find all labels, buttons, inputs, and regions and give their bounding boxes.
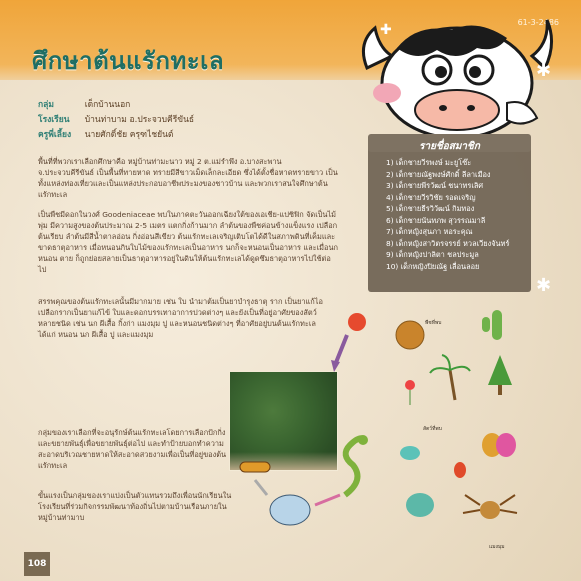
spider-sketch [480,501,500,519]
caterpillar-drawing [240,462,270,472]
sun-drawing [348,313,366,331]
school-value: บ้านท่าบาม อ.ประจวบคีรีขันธ์ [84,115,195,125]
group-value: เด็กบ้านนอก [84,100,131,110]
food-chain-drawing [235,310,375,540]
crab-sketch [400,446,420,460]
sketch-label-animal: สัตว์ที่พบ [423,426,442,432]
paragraph-1: พื้นที่ที่พวกเราเลือกศึกษาคือ หมู่บ้านท่ามะนาว หมู่ 2 ต.แม่รำพึง อ.บางสะพาน จ.ประจวบคีรีขันธ์ เป็นพื้นที่ทายหาด ทรายมีสีขาวเม็ดเล็กละเอียด ซึ่งได้ตั้งชื่อหาดทรายขาว เป็นทั้งแหล่งท่องเที่ยวและเป็นแหล่งประกอบอาชีพประมงของชาวบ้าน และพวกเราสนใจศึกษาต้นแรักทะเล [38,157,338,199]
group-label: กลุ่ม [38,100,54,110]
list-item: 4) เด็กชายวีรวิชัย รอดเจริญ [386,192,476,202]
sparkle-icon: ✱ [536,275,552,296]
pine-sketch [488,355,512,385]
list-item: 8) เด็กหญิงสาวิตรจรรย์ หวลเวียงจันทร์ [386,238,510,248]
members-list [386,157,509,272]
list-item: 7) เด็กหญิงสุนภา หอระคุณ [386,227,473,236]
arrow-icon [255,480,267,495]
snake-drawing [345,438,365,495]
paragraph-4: กลุ่มของเราเลือกที่จะอนุรักษ์ต้นแรักทะเลโดยการเลือกปักกิ่งและขยายพันธุ์เพื่อขยายพันธุ์ต่อไป และทำป้ายบอกทำความสะอาดบริเวณชายหาดให้สะอาดสวยงามเพื่อเป็นที่อยู่ของต้นแรักทะเล [38,428,227,470]
palm-sketch [450,370,455,400]
list-item: 10) เด็กหญิงปิยณัฐ เลื่อนลอย [386,261,480,271]
cactus-sketch [492,310,502,340]
sketch-label-spider: แมงมุม [489,544,505,550]
sparkle-icon: ✱ [536,60,552,81]
school-row [38,112,194,126]
arrow-icon [315,495,340,505]
teacher-label: ครูพี่เลี้ยง [38,130,72,140]
teacher-value: นายศักดิ์ชัย ครุฑไชยันต์ [84,130,174,140]
list-item: 2) เด็กชายณัฐพงษ์ศักดิ์ ลีลาเมือง [386,169,491,179]
paragraph-5: ขั้นแรงเป็นกลุ่มของเราแบ่งเป็นตัวแทนรวมถึงเพื่อนนักเรียนในโรงเรียนที่ร่วมกิจกรรมพัฒนาท้องถิ่นไปตามบ้านเรือนภายในหมู่บ้านท่ามาบ [38,491,232,522]
bird-sketch [406,493,434,517]
paragraph-3: สรรพคุณของต้นแรักทะเลนั้นมีมากมาย เช่น ใบ นำมาต้มเป็นยาบำรุงธาตุ ราก เป็นยาแก้ไอ เปลือกรากเป็นยาแก้ไข้ ใบและดอกบรรเทาอาการปวดต่างๆ และยังเป็นที่อยู่อาศัยของสัตว์หลายชนิด เช่น นก ผีเสื้อ กิ้งก่า แมงมุม ปู และหนอนชนิดต่างๆ ที่อาศัยอยู่บนต้นแรักทะเล ได้แก่ หนอน นก ผีเสื้อ ปู และแมงมุม [38,297,323,339]
list-item: 5) เด็กชายธีรวิวัฒน์ กิมทอง [386,204,475,213]
bird-drawing [270,495,310,525]
school-label: โรงเรียน [38,115,70,125]
paragraph-2: เป็นพืชมีดอกในวงศ์ Goodeniaceae พบในภาคตะวันออกเฉียงใต้ของเอเชีย-แปซิฟิก จัดเป็นไม้พุ่ม มีความสูงของต้นประมาณ 2-5 เมตร แตกกิ่งก้านมาก ลำต้นของพืชค่อนข้างแข็งแรง เปลือกต้นเรียบ ลำต้นมีสีน้ำตาลอ่อน กิ่งอ่อนสีเขียว ต้นแรักทะเลเจริญเติบโตได้ดีในสภาพดินที่เค็มและขาดธาตุอาหาร เมื่อหนอนกินใบไม้ของแรักทะเลเป็นอาหาร นกก็จะหนอนเป็นอาหาร และเมื่อนก หนอน ตาย ก็ถูกย่อยสลายเป็นธาตุอาหารอยู่ในดินให้ต้นแรักทะเลได้ดูดซึมธาตุอาหารไปใช้ต่อไป [38,210,339,274]
teacher-row [38,127,173,141]
list-item: 6) เด็กชายนันทภพ สุวรรณมาลี [386,215,486,225]
plants-animals-sketch [380,305,540,550]
issue-date: 61-3-2486 [517,18,559,27]
list-item: 1) เด็กชายวีรพงษ์ มะยูโซ๊ะ [386,158,472,167]
members-panel [368,140,531,292]
list-item: 9) เด็กหญิงปาลิตา ชลประมูล [386,250,479,259]
page-number: 108 [24,552,50,576]
flower-sketch [405,380,415,390]
shrub-sketch [396,321,424,349]
insect-sketch [454,462,466,478]
arrow-icon [335,335,347,365]
members-title: รายชื่อสมาชิก [419,141,480,152]
sparkle-icon: ✚ [380,22,392,38]
page-title: ศึกษาต้นแรักทะเล [32,47,225,75]
sketch-label-plant: พืชที่พบ [425,320,442,326]
members-header [368,134,531,152]
group-row [38,97,130,111]
list-item: 3) เด็กชายพีรวัฒน์ ชนาทรเลิศ [386,181,484,190]
